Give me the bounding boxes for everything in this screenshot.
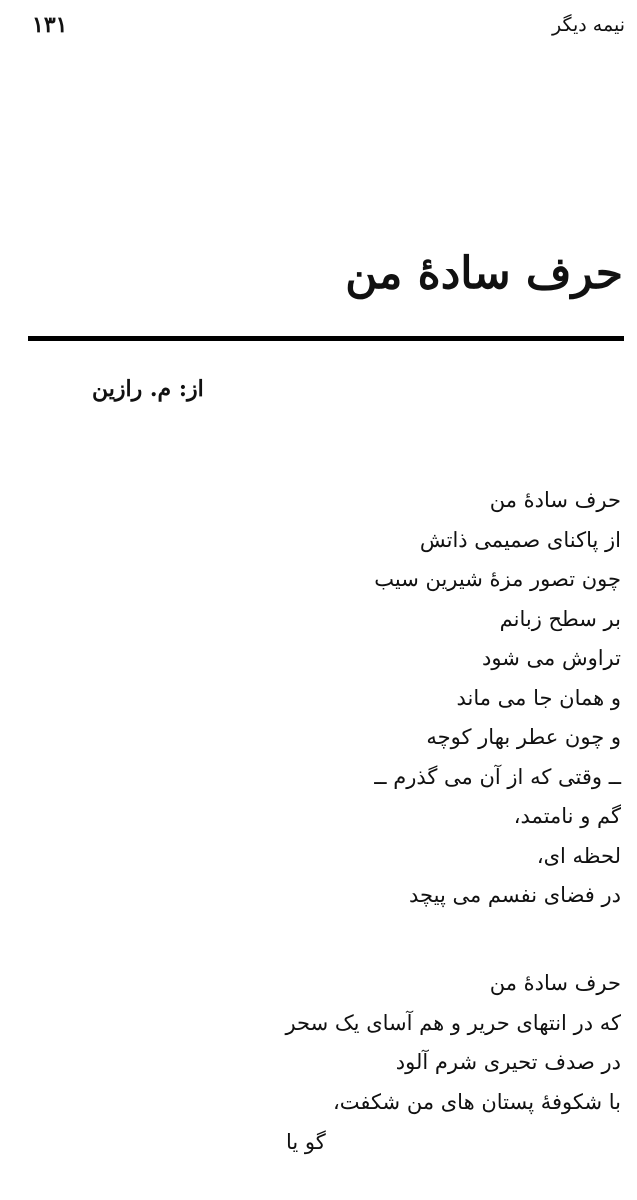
poem-line: بر سطح زبانم bbox=[499, 606, 621, 631]
poem-line: در صدف تحیری شرم آلود bbox=[395, 1050, 621, 1074]
poem-line: گم و نامتمد، bbox=[513, 804, 621, 828]
stanza-1 bbox=[374, 481, 621, 916]
trailing-word: گو یا bbox=[286, 1130, 326, 1154]
poem-line: و چون عطر بهار کوچه bbox=[426, 725, 621, 749]
poem-line: ــ وقتی که از آن می گذرم ــ bbox=[374, 764, 621, 789]
poem-line: حرف سادهٔ من bbox=[489, 488, 621, 512]
page-number: ۱۳۱ bbox=[32, 12, 68, 38]
poem-line: تراوش می شود bbox=[482, 646, 621, 670]
poem-line: لحظه ای، bbox=[536, 843, 621, 868]
poem-line: در فضای نفسم می پیچد bbox=[409, 883, 621, 907]
poem-line: با شکوفهٔ پستان های من شکفت، bbox=[332, 1089, 621, 1114]
poem-line: چون تصور مزهٔ شیرین سیب bbox=[374, 567, 621, 591]
stanza-2 bbox=[285, 964, 621, 1122]
poem-author: از: م. رازین bbox=[92, 376, 204, 402]
poem-line: حرف سادهٔ من bbox=[489, 971, 621, 995]
running-head: نیمه دیگر bbox=[552, 14, 625, 36]
poem-line: و همان جا می ماند bbox=[456, 685, 621, 710]
title-rule bbox=[28, 336, 624, 341]
poem-line: از پاکنای صمیمی ذاتش bbox=[419, 527, 621, 552]
poem-line: که در انتهای حریر و هم آسای یک سحر bbox=[285, 1010, 621, 1035]
poem-title: حرف سادهٔ من bbox=[345, 248, 623, 299]
